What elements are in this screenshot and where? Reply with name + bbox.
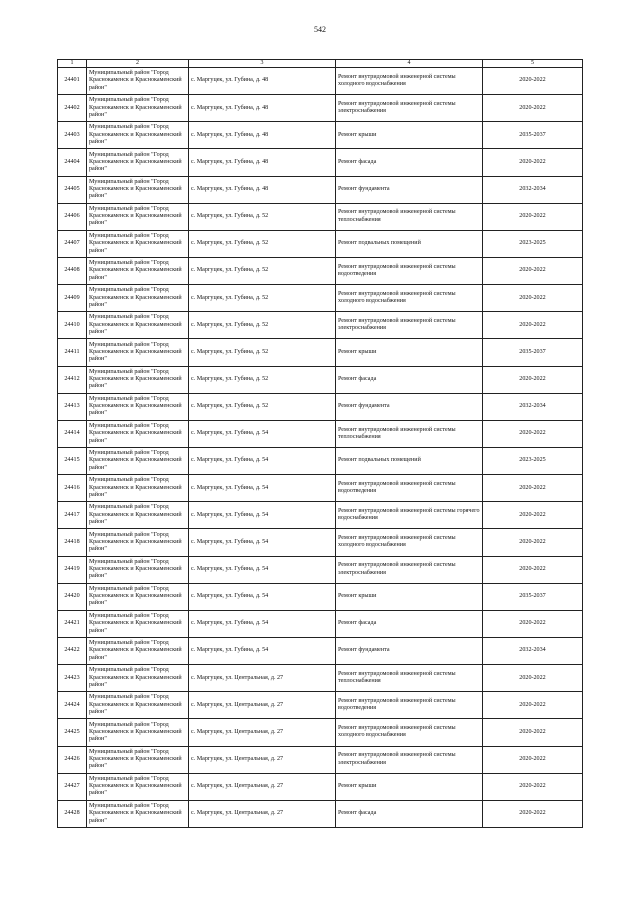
period-cell: 2020-2022 xyxy=(483,475,583,502)
municipality-cell: Муниципальный район "Город Краснокаменск и Краснокаменский район" xyxy=(87,203,189,230)
row-number-cell: 24411 xyxy=(58,339,87,366)
table-row xyxy=(58,257,583,284)
municipality-cell: Муниципальный район "Город Краснокаменск и Краснокаменский район" xyxy=(87,800,189,827)
address-cell: с. Маргуцек, ул. Центральная, д. 27 xyxy=(189,773,336,800)
header-cell-1: 1 xyxy=(58,60,87,68)
row-number-cell: 24418 xyxy=(58,529,87,556)
work-type-cell: Ремонт внутридомовой инженерной системы электроснабжения xyxy=(336,312,483,339)
table-row xyxy=(58,556,583,583)
row-number-cell: 24425 xyxy=(58,719,87,746)
row-number-cell: 24407 xyxy=(58,230,87,257)
work-type-cell: Ремонт фасада xyxy=(336,800,483,827)
municipality-cell: Муниципальный район "Город Краснокаменск и Краснокаменский район" xyxy=(87,610,189,637)
municipality-cell: Муниципальный район "Город Краснокаменск и Краснокаменский район" xyxy=(87,475,189,502)
municipality-cell: Муниципальный район "Город Краснокаменск и Краснокаменский район" xyxy=(87,230,189,257)
work-type-cell: Ремонт крыши xyxy=(336,583,483,610)
period-cell: 2020-2022 xyxy=(483,773,583,800)
row-number-cell: 24415 xyxy=(58,447,87,474)
table-row xyxy=(58,203,583,230)
address-cell: с. Маргуцек, ул. Губина, д. 54 xyxy=(189,637,336,664)
address-cell: с. Маргуцек, ул. Центральная, д. 27 xyxy=(189,692,336,719)
table-row xyxy=(58,312,583,339)
page-number: 542 xyxy=(314,25,326,34)
work-type-cell: Ремонт внутридомовой инженерной системы холодного водоснабжения xyxy=(336,529,483,556)
municipality-cell: Муниципальный район "Город Краснокаменск и Краснокаменский район" xyxy=(87,529,189,556)
municipality-cell: Муниципальный район "Город Краснокаменск и Краснокаменский район" xyxy=(87,447,189,474)
row-number-cell: 24412 xyxy=(58,366,87,393)
table-row xyxy=(58,230,583,257)
work-type-cell: Ремонт внутридомовой инженерной системы теплоснабжения xyxy=(336,203,483,230)
work-type-cell: Ремонт внутридомовой инженерной системы электроснабжения xyxy=(336,746,483,773)
table-row xyxy=(58,95,583,122)
table-header xyxy=(58,60,583,68)
municipality-cell: Муниципальный район "Город Краснокаменск и Краснокаменский район" xyxy=(87,95,189,122)
address-cell: с. Маргуцек, ул. Губина, д. 48 xyxy=(189,122,336,149)
table-row xyxy=(58,176,583,203)
work-type-cell: Ремонт подвальных помещений xyxy=(336,230,483,257)
table-row xyxy=(58,665,583,692)
table-row xyxy=(58,692,583,719)
work-type-cell: Ремонт внутридомовой инженерной системы электроснабжения xyxy=(336,95,483,122)
work-type-cell: Ремонт внутридомовой инженерной системы водоотведения xyxy=(336,692,483,719)
work-type-cell: Ремонт фундамента xyxy=(336,393,483,420)
row-number-cell: 24419 xyxy=(58,556,87,583)
period-cell: 2035-2037 xyxy=(483,122,583,149)
period-cell: 2023-2025 xyxy=(483,230,583,257)
municipality-cell: Муниципальный район "Город Краснокаменск и Краснокаменский район" xyxy=(87,68,189,95)
address-cell: с. Маргуцек, ул. Губина, д. 54 xyxy=(189,583,336,610)
table-body xyxy=(58,68,583,828)
period-cell: 2020-2022 xyxy=(483,95,583,122)
work-type-cell: Ремонт фасада xyxy=(336,366,483,393)
work-type-cell: Ремонт внутридомовой инженерной системы холодного водоснабжения xyxy=(336,285,483,312)
municipality-cell: Муниципальный район "Город Краснокаменск и Краснокаменский район" xyxy=(87,637,189,664)
table-row xyxy=(58,773,583,800)
municipality-cell: Муниципальный район "Город Краснокаменск и Краснокаменский район" xyxy=(87,122,189,149)
work-type-cell: Ремонт внутридомовой инженерной системы холодного водоснабжения xyxy=(336,719,483,746)
period-cell: 2020-2022 xyxy=(483,312,583,339)
table-row xyxy=(58,149,583,176)
work-type-cell: Ремонт внутридомовой инженерной системы теплоснабжения xyxy=(336,420,483,447)
municipality-cell: Муниципальный район "Город Краснокаменск и Краснокаменский район" xyxy=(87,583,189,610)
table-row xyxy=(58,529,583,556)
municipality-cell: Муниципальный район "Город Краснокаменск и Краснокаменский район" xyxy=(87,257,189,284)
period-cell: 2020-2022 xyxy=(483,203,583,230)
header-cell-2: 2 xyxy=(87,60,189,68)
period-cell: 2020-2022 xyxy=(483,665,583,692)
row-number-cell: 24406 xyxy=(58,203,87,230)
address-cell: с. Маргуцек, ул. Губина, д. 54 xyxy=(189,556,336,583)
table-row xyxy=(58,746,583,773)
table-row xyxy=(58,502,583,529)
address-cell: с. Маргуцек, ул. Губина, д. 54 xyxy=(189,420,336,447)
address-cell: с. Маргуцек, ул. Губина, д. 54 xyxy=(189,447,336,474)
municipality-cell: Муниципальный район "Город Краснокаменск и Краснокаменский район" xyxy=(87,719,189,746)
row-number-cell: 24404 xyxy=(58,149,87,176)
address-cell: с. Маргуцек, ул. Губина, д. 52 xyxy=(189,257,336,284)
row-number-cell: 24423 xyxy=(58,665,87,692)
period-cell: 2020-2022 xyxy=(483,366,583,393)
header-row xyxy=(58,60,583,68)
work-type-cell: Ремонт внутридомовой инженерной системы водоотведения xyxy=(336,475,483,502)
row-number-cell: 24417 xyxy=(58,502,87,529)
work-type-cell: Ремонт фундамента xyxy=(336,176,483,203)
address-cell: с. Маргуцек, ул. Губина, д. 48 xyxy=(189,176,336,203)
address-cell: с. Маргуцек, ул. Центральная, д. 27 xyxy=(189,665,336,692)
address-cell: с. Маргуцек, ул. Губина, д. 52 xyxy=(189,393,336,420)
registry-table xyxy=(57,59,583,828)
period-cell: 2020-2022 xyxy=(483,746,583,773)
address-cell: с. Маргуцек, ул. Губина, д. 54 xyxy=(189,502,336,529)
row-number-cell: 24428 xyxy=(58,800,87,827)
row-number-cell: 24405 xyxy=(58,176,87,203)
address-cell: с. Маргуцек, ул. Губина, д. 54 xyxy=(189,529,336,556)
table-row xyxy=(58,637,583,664)
period-cell: 2035-2037 xyxy=(483,583,583,610)
municipality-cell: Муниципальный район "Город Краснокаменск и Краснокаменский район" xyxy=(87,176,189,203)
row-number-cell: 24426 xyxy=(58,746,87,773)
municipality-cell: Муниципальный район "Город Краснокаменск и Краснокаменский район" xyxy=(87,312,189,339)
row-number-cell: 24408 xyxy=(58,257,87,284)
period-cell: 2020-2022 xyxy=(483,719,583,746)
municipality-cell: Муниципальный район "Город Краснокаменск и Краснокаменский район" xyxy=(87,746,189,773)
address-cell: с. Маргуцек, ул. Центральная, д. 27 xyxy=(189,719,336,746)
period-cell: 2032-2034 xyxy=(483,393,583,420)
period-cell: 2020-2022 xyxy=(483,800,583,827)
address-cell: с. Маргуцек, ул. Губина, д. 52 xyxy=(189,203,336,230)
municipality-cell: Муниципальный район "Город Краснокаменск и Краснокаменский район" xyxy=(87,366,189,393)
municipality-cell: Муниципальный район "Город Краснокаменск и Краснокаменский район" xyxy=(87,773,189,800)
table-row xyxy=(58,339,583,366)
address-cell: с. Маргуцек, ул. Губина, д. 48 xyxy=(189,95,336,122)
period-cell: 2020-2022 xyxy=(483,556,583,583)
table-row xyxy=(58,68,583,95)
row-number-cell: 24402 xyxy=(58,95,87,122)
header-cell-3: 3 xyxy=(189,60,336,68)
address-cell: с. Маргуцек, ул. Губина, д. 52 xyxy=(189,339,336,366)
row-number-cell: 24401 xyxy=(58,68,87,95)
table-row xyxy=(58,420,583,447)
municipality-cell: Муниципальный район "Город Краснокаменск и Краснокаменский район" xyxy=(87,149,189,176)
address-cell: с. Маргуцек, ул. Губина, д. 52 xyxy=(189,230,336,257)
address-cell: с. Маргуцек, ул. Губина, д. 48 xyxy=(189,68,336,95)
work-type-cell: Ремонт внутридомовой инженерной системы холодного водоснабжения xyxy=(336,68,483,95)
row-number-cell: 24427 xyxy=(58,773,87,800)
municipality-cell: Муниципальный район "Город Краснокаменск и Краснокаменский район" xyxy=(87,502,189,529)
period-cell: 2020-2022 xyxy=(483,502,583,529)
row-number-cell: 24409 xyxy=(58,285,87,312)
work-type-cell: Ремонт внутридомовой инженерной системы теплоснабжения xyxy=(336,665,483,692)
municipality-cell: Муниципальный район "Город Краснокаменск и Краснокаменский район" xyxy=(87,339,189,366)
table-row xyxy=(58,393,583,420)
table-row xyxy=(58,122,583,149)
header-cell-5: 5 xyxy=(483,60,583,68)
row-number-cell: 24413 xyxy=(58,393,87,420)
row-number-cell: 24416 xyxy=(58,475,87,502)
work-type-cell: Ремонт фундамента xyxy=(336,637,483,664)
work-type-cell: Ремонт подвальных помещений xyxy=(336,447,483,474)
table-row xyxy=(58,610,583,637)
work-type-cell: Ремонт внутридомовой инженерной системы горячего водоснабжения xyxy=(336,502,483,529)
table-row xyxy=(58,475,583,502)
municipality-cell: Муниципальный район "Город Краснокаменск и Краснокаменский район" xyxy=(87,393,189,420)
table-row xyxy=(58,800,583,827)
row-number-cell: 24403 xyxy=(58,122,87,149)
header-cell-4: 4 xyxy=(336,60,483,68)
work-type-cell: Ремонт внутридомовой инженерной системы электроснабжения xyxy=(336,556,483,583)
municipality-cell: Муниципальный район "Город Краснокаменск и Краснокаменский район" xyxy=(87,420,189,447)
period-cell: 2020-2022 xyxy=(483,610,583,637)
row-number-cell: 24414 xyxy=(58,420,87,447)
period-cell: 2020-2022 xyxy=(483,257,583,284)
period-cell: 2020-2022 xyxy=(483,68,583,95)
row-number-cell: 24424 xyxy=(58,692,87,719)
period-cell: 2023-2025 xyxy=(483,447,583,474)
work-type-cell: Ремонт фасада xyxy=(336,610,483,637)
work-type-cell: Ремонт фасада xyxy=(336,149,483,176)
address-cell: с. Маргуцек, ул. Губина, д. 54 xyxy=(189,475,336,502)
address-cell: с. Маргуцек, ул. Губина, д. 54 xyxy=(189,610,336,637)
period-cell: 2020-2022 xyxy=(483,420,583,447)
address-cell: с. Маргуцек, ул. Губина, д. 52 xyxy=(189,366,336,393)
period-cell: 2032-2034 xyxy=(483,176,583,203)
period-cell: 2020-2022 xyxy=(483,529,583,556)
table-row xyxy=(58,285,583,312)
municipality-cell: Муниципальный район "Город Краснокаменск и Краснокаменский район" xyxy=(87,556,189,583)
period-cell: 2020-2022 xyxy=(483,285,583,312)
period-cell: 2035-2037 xyxy=(483,339,583,366)
period-cell: 2032-2034 xyxy=(483,637,583,664)
table-row xyxy=(58,719,583,746)
row-number-cell: 24421 xyxy=(58,610,87,637)
work-type-cell: Ремонт крыши xyxy=(336,122,483,149)
table-row xyxy=(58,583,583,610)
row-number-cell: 24422 xyxy=(58,637,87,664)
municipality-cell: Муниципальный район "Город Краснокаменск и Краснокаменский район" xyxy=(87,692,189,719)
address-cell: с. Маргуцек, ул. Центральная, д. 27 xyxy=(189,800,336,827)
address-cell: с. Маргуцек, ул. Губина, д. 52 xyxy=(189,312,336,339)
row-number-cell: 24410 xyxy=(58,312,87,339)
period-cell: 2020-2022 xyxy=(483,149,583,176)
municipality-cell: Муниципальный район "Город Краснокаменск и Краснокаменский район" xyxy=(87,285,189,312)
work-type-cell: Ремонт крыши xyxy=(336,773,483,800)
address-cell: с. Маргуцек, ул. Центральная, д. 27 xyxy=(189,746,336,773)
table-row xyxy=(58,366,583,393)
period-cell: 2020-2022 xyxy=(483,692,583,719)
address-cell: с. Маргуцек, ул. Губина, д. 52 xyxy=(189,285,336,312)
work-type-cell: Ремонт внутридомовой инженерной системы водоотведения xyxy=(336,257,483,284)
municipality-cell: Муниципальный район "Город Краснокаменск и Краснокаменский район" xyxy=(87,665,189,692)
table-row xyxy=(58,447,583,474)
address-cell: с. Маргуцек, ул. Губина, д. 48 xyxy=(189,149,336,176)
row-number-cell: 24420 xyxy=(58,583,87,610)
work-type-cell: Ремонт крыши xyxy=(336,339,483,366)
